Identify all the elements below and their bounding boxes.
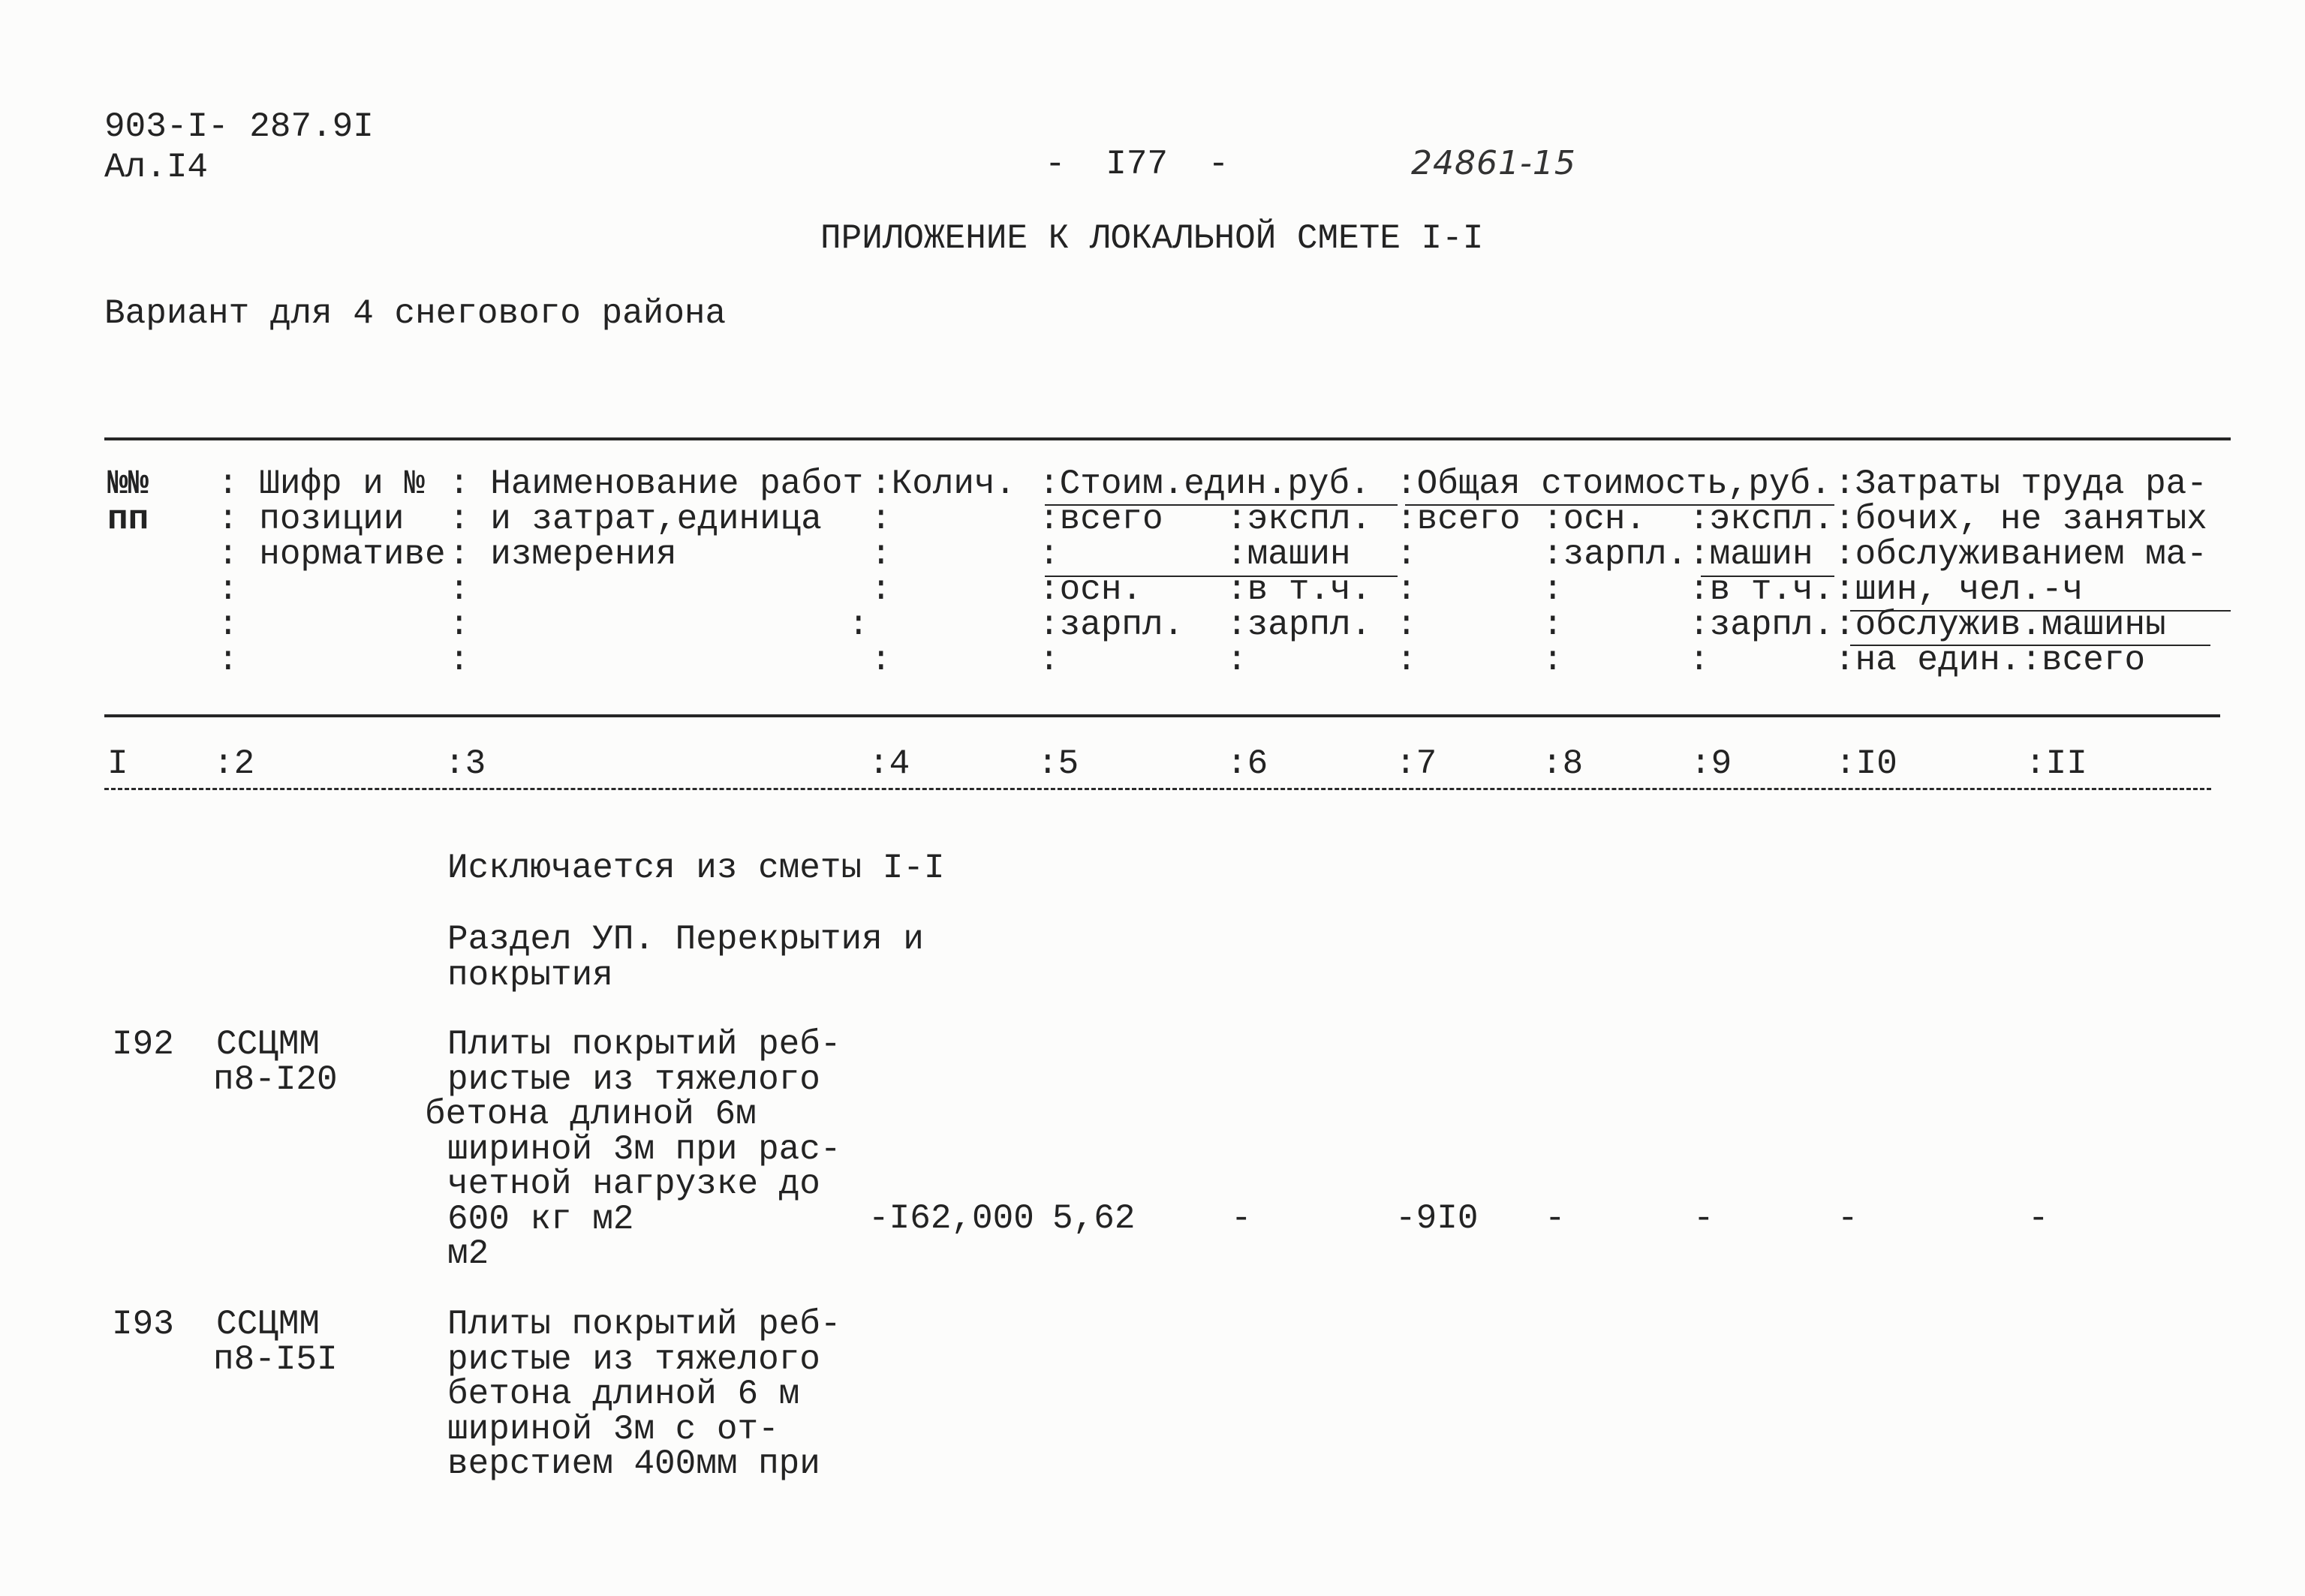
labor-per-unit-value: - xyxy=(1837,1199,1858,1238)
header-line: :шин, чел.-ч xyxy=(1834,570,2084,609)
header-line: :зарпл. xyxy=(1542,535,1688,574)
description-line: бетона длиной 6м xyxy=(425,1095,757,1134)
code-line: п8-I20 xyxy=(213,1059,338,1099)
header-line: :экспл. xyxy=(1689,500,1834,539)
column-number: :5 xyxy=(1037,744,1079,783)
column-number: :7 xyxy=(1395,744,1437,783)
sheet-number: Ал.I4 xyxy=(104,148,209,187)
header-line: :экспл. xyxy=(1226,500,1372,539)
row-code xyxy=(213,1025,338,1099)
header-line: : xyxy=(871,641,892,680)
excluded-note: Исключается из сметы I-I xyxy=(447,849,945,888)
description-line: шириной 3м при рас- xyxy=(447,1129,841,1169)
header-line: : xyxy=(1542,570,1563,609)
header-line: : и затрат,единица xyxy=(449,500,822,539)
description-line: Плиты покрытий реб- xyxy=(447,1305,841,1344)
handwritten-number: 24861-15 xyxy=(1411,144,1576,182)
header-line: : Шифр и № xyxy=(218,464,426,503)
code-line: ССЦММ xyxy=(216,1305,320,1344)
header-line: :в т.ч. xyxy=(1226,570,1372,609)
header-line: :зарпл. xyxy=(1226,606,1372,645)
header-line: : xyxy=(1542,606,1563,645)
header-line: : Наименование работ xyxy=(449,464,864,503)
header-line: : xyxy=(1396,570,1417,609)
column-number: :II xyxy=(2025,744,2087,783)
header-col-unit-cost-machines xyxy=(1226,502,1371,678)
header-line: : xyxy=(218,606,239,645)
description-line: четной нагрузке до xyxy=(447,1165,820,1204)
header-col-total-wages xyxy=(1542,502,1687,678)
header-line: :зарпл. xyxy=(1689,606,1834,645)
column-number: :2 xyxy=(213,744,255,783)
description-line: ристые из тяжелого xyxy=(447,1339,820,1379)
row-number: I92 xyxy=(112,1025,174,1064)
header-line: : xyxy=(871,535,892,574)
header-line: : xyxy=(1039,641,1060,680)
header-line: : xyxy=(1396,641,1417,680)
page-subtitle: Вариант для 4 снегового района xyxy=(104,294,727,333)
header-line: :всего xyxy=(1396,500,1521,539)
section-title: Раздел УП. Перекрытия и xyxy=(447,920,924,959)
header-line: :Стоим.един.руб. xyxy=(1039,464,1371,503)
header-line: : xyxy=(218,570,239,609)
header-line: : xyxy=(1396,606,1417,645)
header-line: : xyxy=(449,641,470,680)
header-col-code xyxy=(218,464,446,680)
header-col-description xyxy=(449,464,864,680)
section-title: покрытия xyxy=(447,956,613,995)
header-line: №№ xyxy=(107,464,149,503)
description-line: 600 кг м2 xyxy=(447,1199,634,1239)
total-machines-value: - xyxy=(1693,1199,1714,1238)
column-number: :4 xyxy=(868,744,910,783)
header-line: :обслужив.машины xyxy=(1834,606,2166,645)
description-line: ристые из тяжелого xyxy=(447,1059,820,1099)
header-line: :осн. xyxy=(1542,500,1647,539)
header-line: : xyxy=(1226,641,1247,680)
quantity-value: -I62,000 xyxy=(868,1199,1034,1238)
header-line: :Колич. xyxy=(871,464,1016,503)
total-wages-value: - xyxy=(1545,1199,1566,1238)
labor-total-value: - xyxy=(2028,1199,2049,1238)
header-line: :Общая стоимость,руб. xyxy=(1396,464,1831,503)
table-header-bottom-rule xyxy=(104,714,2220,717)
description-line: Плиты покрытий реб- xyxy=(447,1025,841,1064)
header-line: :машин xyxy=(1689,535,1813,574)
header-line: : xyxy=(218,641,239,680)
column-number: I xyxy=(107,744,128,783)
header-line: : xyxy=(1542,641,1563,680)
header-line: :бочих, не занятых xyxy=(1834,500,2207,539)
header-line: : xyxy=(449,570,470,609)
header-line: : xyxy=(871,570,892,609)
row-description xyxy=(425,1025,841,1273)
header-line: :всего xyxy=(1039,500,1163,539)
description-line: бетона длиной 6 м xyxy=(447,1375,800,1414)
header-line: : нормативе xyxy=(218,535,446,574)
header-col-labor xyxy=(1834,464,2207,680)
code-line: ССЦММ xyxy=(216,1025,320,1064)
row-number: I93 xyxy=(112,1305,174,1344)
unit-cost-machines-value: - xyxy=(1231,1199,1252,1238)
table-top-rule xyxy=(104,437,2231,440)
header-line: : xyxy=(848,606,869,645)
page-number: - I77 - xyxy=(1045,145,1229,184)
header-line: : измерения xyxy=(449,535,677,574)
row-code xyxy=(213,1305,338,1379)
table-numbers-bottom-rule xyxy=(104,788,2211,790)
header-line: :осн. xyxy=(1039,570,1143,609)
column-number: :8 xyxy=(1542,744,1584,783)
description-line: шириной 3м с от- xyxy=(447,1409,779,1449)
header-line: :машин xyxy=(1226,535,1351,574)
header-col-quantity xyxy=(848,464,1016,680)
header-col-total-machines xyxy=(1689,502,1834,678)
description-line: верстием 400мм при xyxy=(447,1444,820,1483)
header-line: : xyxy=(449,606,470,645)
header-line: :в т.ч. xyxy=(1689,570,1834,609)
header-line: :обслуживанием ма- xyxy=(1834,535,2207,574)
header-line: :Затраты труда ра- xyxy=(1834,464,2207,503)
column-number: :I0 xyxy=(1835,744,1897,783)
document-code: 903-I- 287.9I xyxy=(104,107,374,146)
header-line: : xyxy=(1039,535,1060,574)
column-number: :3 xyxy=(444,744,486,783)
total-cost-value: -9I0 xyxy=(1395,1199,1479,1238)
column-number: :6 xyxy=(1226,744,1268,783)
unit-cost-total-value: 5,62 xyxy=(1052,1199,1136,1238)
header-line: : позиции xyxy=(218,500,405,539)
header-line: : xyxy=(871,500,892,539)
row-description xyxy=(447,1307,841,1482)
code-line: п8-I5I xyxy=(213,1339,338,1379)
description-line: м2 xyxy=(447,1234,489,1273)
page-title: ПРИЛОЖЕНИЕ К ЛОКАЛЬНОЙ СМЕТЕ I-I xyxy=(820,219,1484,258)
header-col-item-number xyxy=(107,464,149,539)
header-line: : xyxy=(1689,641,1710,680)
header-line: :на един.:всего xyxy=(1834,641,2146,680)
header-line: :зарпл. xyxy=(1039,606,1184,645)
column-number: :9 xyxy=(1690,744,1732,783)
header-line: пп xyxy=(107,500,149,539)
header-line: : xyxy=(1396,535,1417,574)
